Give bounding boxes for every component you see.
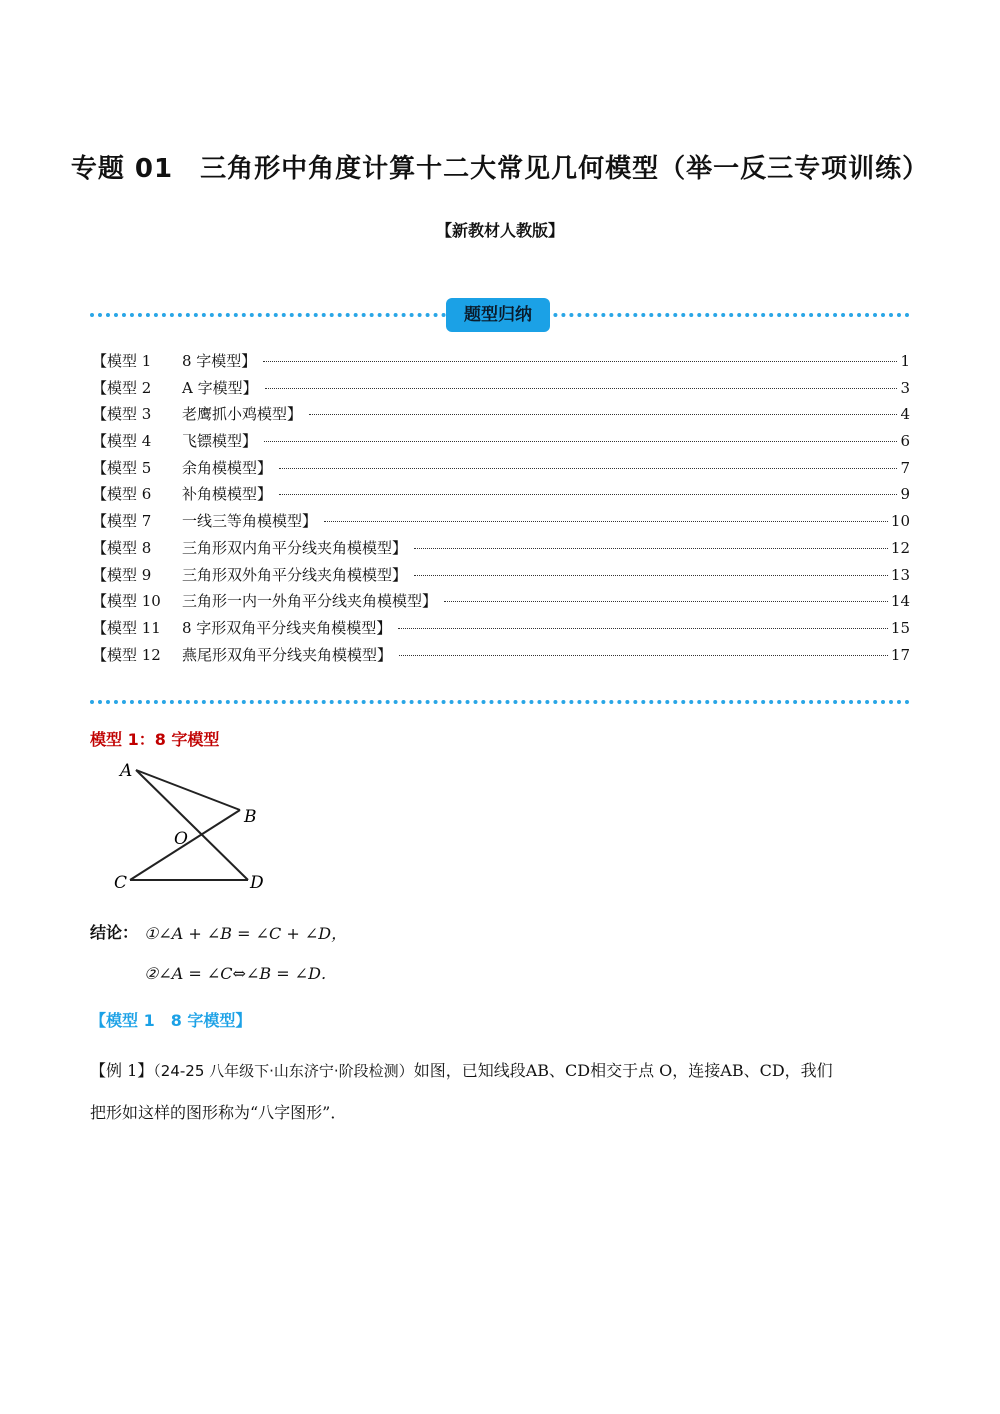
toc-item[interactable] (92, 617, 910, 644)
toc-item[interactable] (92, 537, 910, 564)
divider-bottom (90, 700, 910, 704)
label-A: A (120, 761, 133, 781)
toc-page-number: 13 (890, 565, 910, 584)
toc-page-number: 7 (900, 458, 910, 477)
toc-item[interactable] (92, 403, 910, 430)
toc-model-name: 飞镖模型】 (182, 432, 258, 451)
toc-model-number: 【模型 6 (92, 485, 152, 504)
toc-model-number: 【模型 1 (92, 352, 152, 370)
toc-item[interactable] (92, 457, 910, 484)
line-AB (136, 770, 240, 810)
table-of-contents (92, 350, 910, 670)
line-AD (136, 770, 248, 880)
toc-leader-dots (414, 548, 888, 549)
label-O: O (174, 829, 188, 849)
toc-page-number: 3 (900, 378, 910, 397)
toc-page-number: 14 (890, 592, 910, 611)
toc-model-name: 8 字形双角平分线夹角模模型】 (182, 618, 392, 637)
toc-page-number: 6 (900, 432, 910, 451)
toc-page-number: 12 (890, 538, 910, 557)
toc-page-number: 15 (890, 618, 910, 637)
toc-item[interactable] (92, 483, 910, 510)
toc-page-number: 1 (900, 352, 910, 370)
toc-leader-dots (444, 601, 888, 602)
toc-item[interactable] (92, 644, 910, 671)
toc-item[interactable] (92, 377, 910, 404)
toc-model-number: 【模型 3 (92, 405, 152, 424)
toc-item[interactable] (92, 430, 910, 457)
label-D: D (250, 873, 264, 893)
toc-leader-dots (398, 628, 888, 629)
toc-leader-dots (399, 655, 888, 656)
toc-page-number: 10 (890, 512, 910, 531)
toc-model-number: 【模型 7 (92, 512, 152, 531)
toc-model-name: 余角模模型】 (182, 458, 273, 477)
label-C: C (114, 873, 128, 893)
toc-leader-dots (279, 468, 897, 469)
toc-item[interactable] (92, 510, 910, 537)
toc-page-number: 4 (900, 405, 910, 424)
toc-leader-dots (324, 521, 888, 522)
toc-model-name: 一线三等角模模型】 (182, 512, 318, 531)
page-subtitle: 【新教材人教版】 (435, 221, 564, 240)
label-B: B (244, 807, 257, 827)
toc-badge: 题型归纳 (446, 298, 550, 332)
toc-model-name: 三角形双外角平分线夹角模模型】 (182, 565, 408, 584)
toc-model-name: 三角形一内一外角平分线夹角模模型】 (182, 592, 438, 611)
toc-model-name: 燕尾形双角平分线夹角模模型】 (182, 645, 393, 664)
toc-model-number: 【模型 10 (92, 592, 161, 611)
toc-item[interactable] (92, 350, 910, 377)
toc-model-number: 【模型 2 (92, 378, 152, 397)
toc-item[interactable] (92, 564, 910, 591)
toc-model-number: 【模型 4 (92, 432, 152, 451)
toc-model-name: 补角模模型】 (182, 485, 273, 504)
toc-model-name: 8 字模型】 (182, 352, 257, 370)
section-heading: 模型 1：8 字模型 (90, 730, 220, 749)
toc-leader-dots (265, 388, 897, 389)
eight-shape-figure (108, 758, 288, 893)
toc-model-number: 【模型 9 (92, 565, 152, 584)
formula-2: ②∠A = ∠C⇔∠B = ∠D． (144, 964, 337, 983)
toc-model-number: 【模型 8 (92, 538, 152, 557)
example-heading: 【模型 1 8 字模型】 (90, 1011, 252, 1030)
toc-item[interactable] (92, 590, 910, 617)
example-text-line2: 把形如这样的图形称为“八字图形”． (90, 1103, 347, 1122)
toc-model-number: 【模型 12 (92, 645, 161, 664)
page-title: 专题 01 三角形中角度计算十二大常见几何模型（举一反三专项训练） (70, 154, 930, 184)
example-source: （24-25 八年级下·山东济宁·阶段检测） (153, 1062, 414, 1080)
toc-model-number: 【模型 5 (92, 458, 152, 477)
toc-leader-dots (414, 575, 888, 576)
toc-model-name: 老鹰抓小鸡模型】 (182, 405, 303, 424)
example-label: 【例 1】 (90, 1061, 154, 1080)
toc-model-name: A 字模型】 (182, 378, 258, 397)
formula-1: ①∠A + ∠B = ∠C + ∠D， (144, 924, 348, 943)
toc-leader-dots (263, 361, 897, 362)
toc-page-number: 9 (900, 485, 910, 504)
toc-model-name: 三角形双内角平分线夹角模模型】 (182, 538, 408, 557)
conclusion-label: 结论： (90, 923, 139, 942)
example-text-line1: 如图，已知线段AB、CD相交于点 O，连接AB、CD，我们 (413, 1061, 833, 1080)
toc-leader-dots (264, 441, 897, 442)
toc-leader-dots (279, 494, 897, 495)
toc-leader-dots (309, 414, 897, 415)
example-paragraph (90, 1050, 910, 1134)
toc-page-number: 17 (890, 645, 910, 664)
toc-model-number: 【模型 11 (92, 618, 161, 637)
